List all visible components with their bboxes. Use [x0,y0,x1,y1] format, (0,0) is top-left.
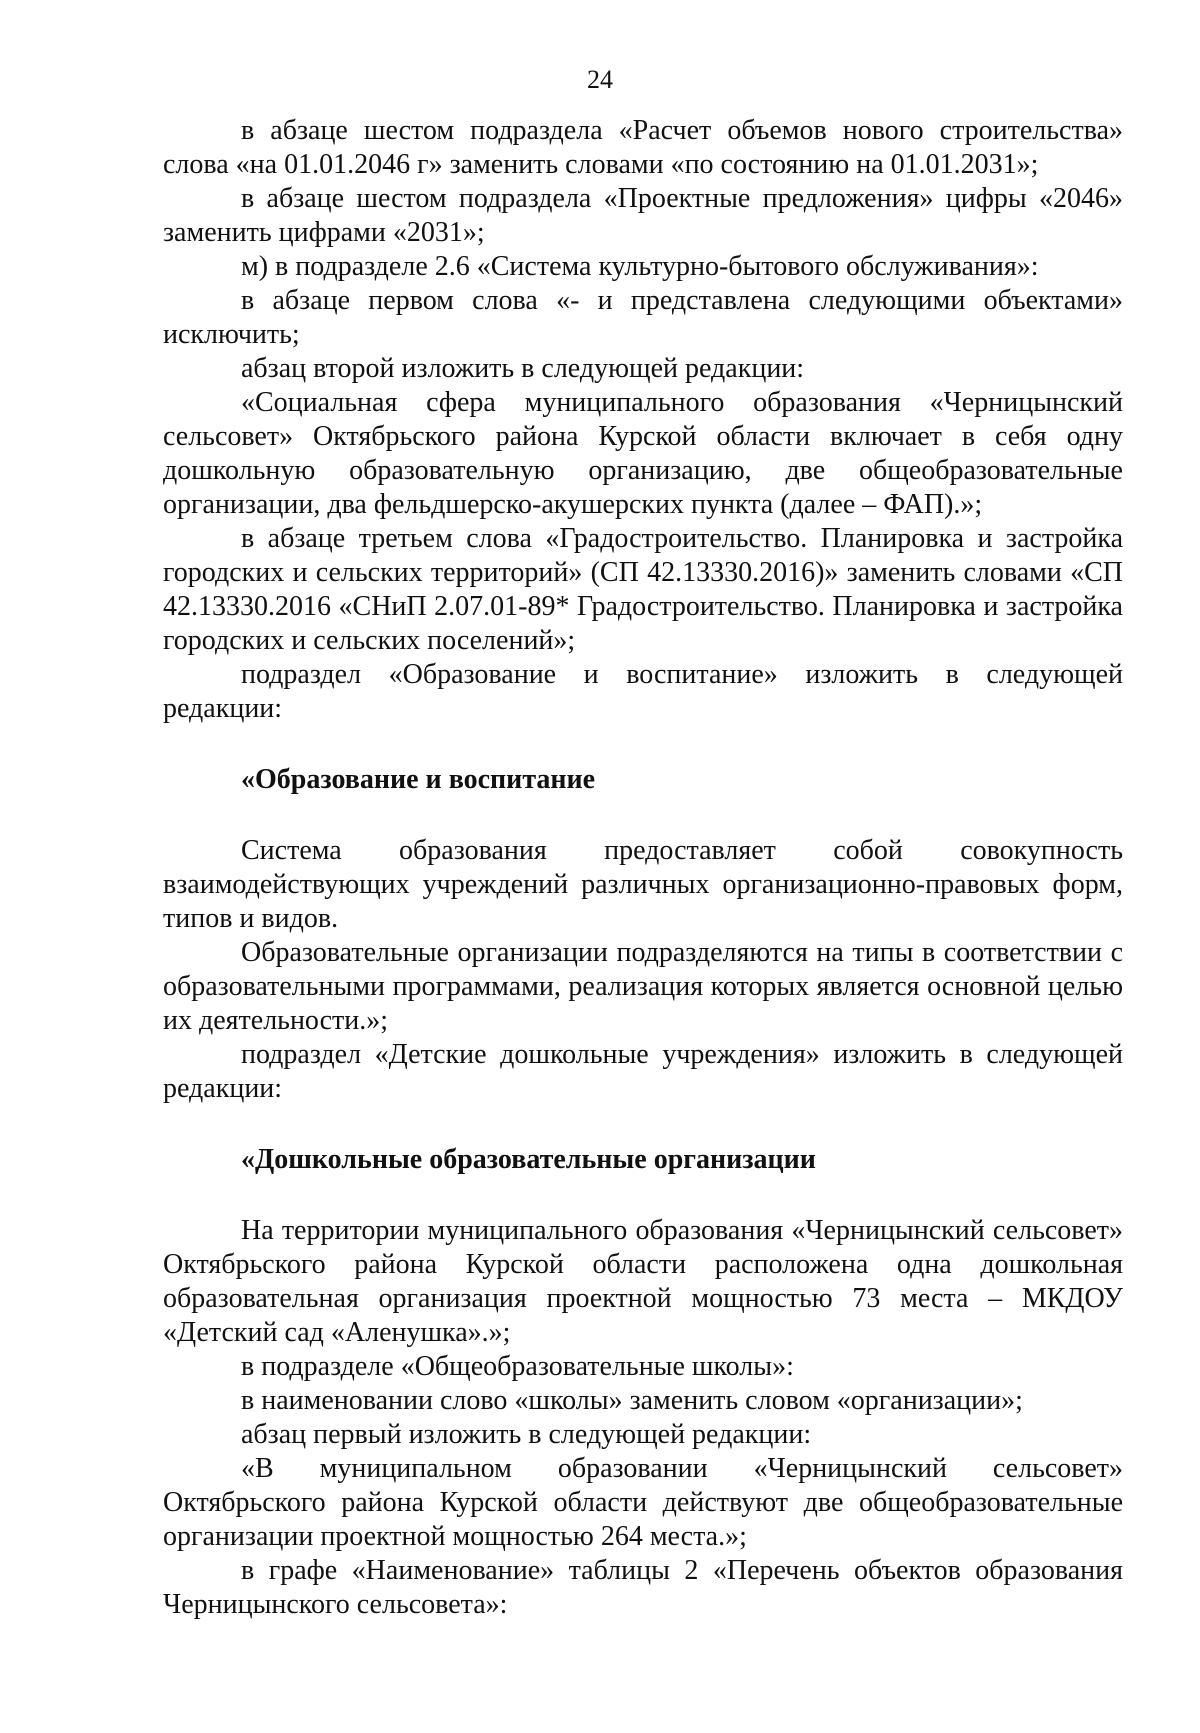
page-number: 24 [587,65,613,94]
paragraph: абзац первый изложить в следующей редакции: [241,1419,812,1450]
paragraph: Система образования предоставляет собой совокупность взаимодействующих учреждений различных организационно-правовых форм, типов и видов. [163,835,1123,934]
paragraph: абзац второй изложить в следующей редакции: [241,353,805,384]
paragraph: в абзаце шестом подраздела «Проектные предложения» цифры «2046» заменить цифрами «2031»; [163,183,1123,248]
paragraph: в наименовании слово «школы» заменить словом «организации»; [241,1385,1023,1416]
paragraph: в абзаце шестом подраздела «Расчет объемов нового строительства» слова «на 01.01.2046 г» заменить словами «по состоянию на 01.01.2031»; [163,115,1123,180]
paragraph: подраздел «Детские дошкольные учреждения» изложить в следующей редакции: [163,1039,1123,1104]
paragraph: подраздел «Образование и воспитание» изложить в следующей редакции: [163,659,1123,724]
paragraph: «Социальная сфера муниципального образования «Черницынский сельсовет» Октябрьского района Курской области включает в себя одну дошкольную образовательную организацию, две общеобразовательные организации, два фельдшерско-акушерских пункта (далее – ФАП).»; [163,387,1123,520]
paragraph: в абзаце третьем слова «Градостроительство. Планировка и застройка городских и сельских территорий» (СП 42.13330.2016)» заменить словами «СП 42.13330.2016 «СНиП 2.07.01-89* Градостроительство. Планировка и застройка городских и сельских поселений»; [163,523,1123,656]
section-heading-preschool: «Дошкольные образовательные организации [241,1144,816,1175]
paragraph: в абзаце первом слова «- и представлена следующими объектами» исключить; [163,285,1123,350]
document-body [163,114,1123,1622]
paragraph: м) в подразделе 2.6 «Система культурно-бытового обслуживания»: [241,251,1039,282]
paragraph: Образовательные организации подразделяются на типы в соответствии с образовательными программами, реализация которых является основной целью их деятельности.»; [163,937,1123,1036]
paragraph: «В муниципальном образовании «Черницынский сельсовет» Октябрьского района Курской области действуют две общеобразовательные организации проектной мощностью 264 места.»; [163,1453,1123,1552]
paragraph: На территории муниципального образования «Черницынский сельсовет» Октябрьского района Курской области расположена одна дошкольная образовательная организация проектной мощностью 73 места – МКДОУ «Детский сад «Аленушка».»; [163,1215,1123,1348]
paragraph: в графе «Наименование» таблицы 2 «Перечень объектов образования Черницынского сельсовета»: [163,1555,1123,1620]
paragraph: в подразделе «Общеобразовательные школы»: [241,1351,794,1382]
section-heading-education: «Образование и воспитание [241,764,596,795]
